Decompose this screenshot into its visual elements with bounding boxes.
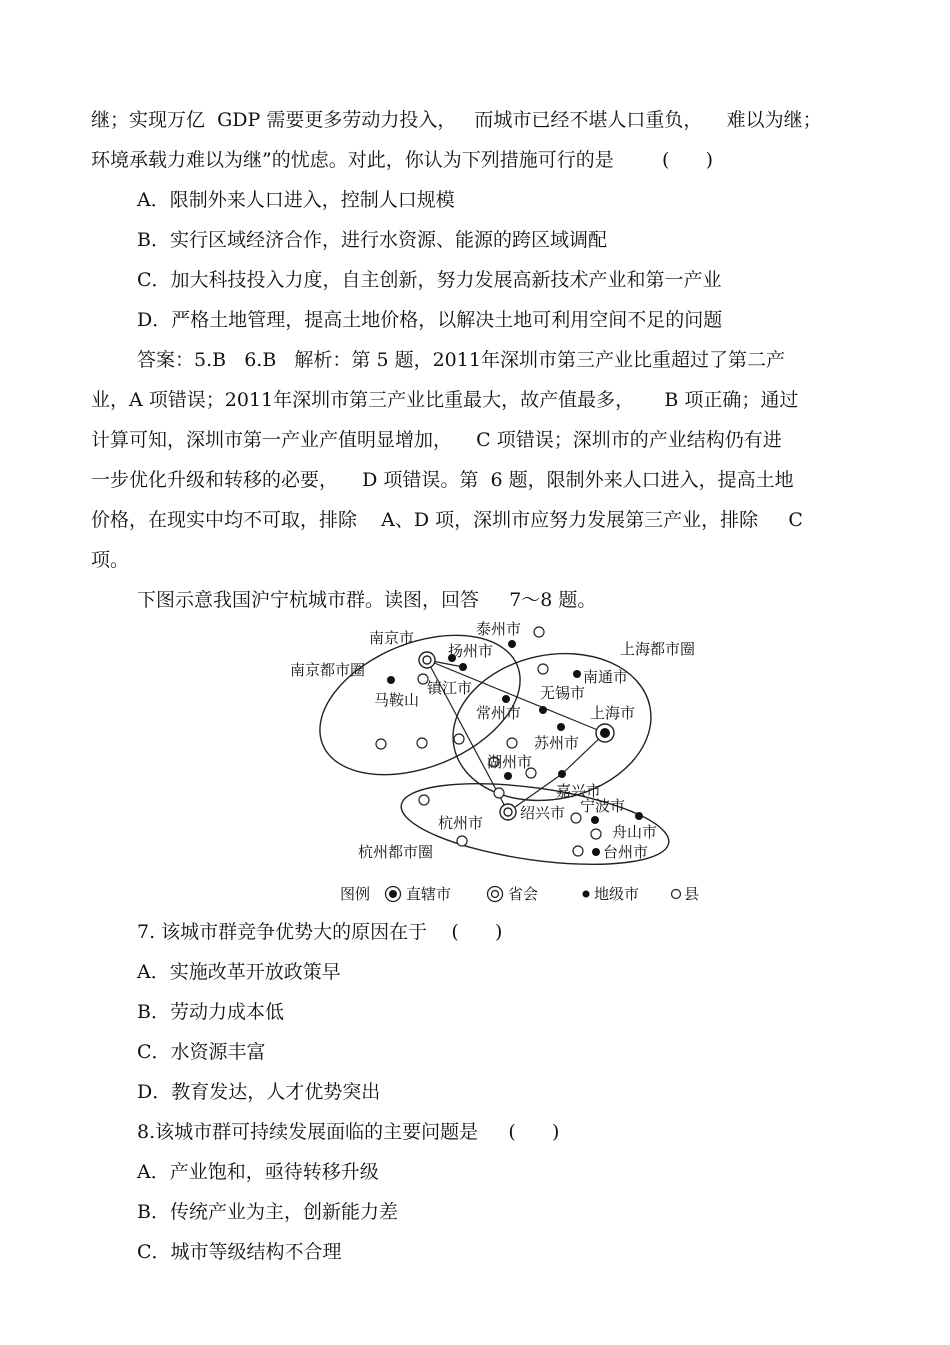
label-suzhou: 苏州市 [534, 734, 580, 752]
option-a: A．产业饱和，亟待转移升级 [137, 1161, 379, 1183]
answer-line: 价格，在现实中均不可取，排除 A、D 项，深圳市应努力发展第三产业，排除 C [91, 509, 803, 531]
option-d: D．教育发达，人才优势突出 [137, 1081, 381, 1103]
option-b: B．劳动力成本低 [137, 1001, 284, 1023]
municipality-marker [596, 724, 614, 742]
answer-line: 计算可知，深圳市第一产业产值明显增加， C 项错误；深圳市的产业结构仍有进 [91, 429, 782, 451]
option-c: C．水资源丰富 [137, 1041, 266, 1063]
option-b: B．传统产业为主，创新能力差 [137, 1201, 398, 1223]
label-maanshan: 马鞍山 [374, 691, 420, 709]
label-hangzhou-circle: 杭州都市圈 [358, 843, 434, 861]
legend-county: 县 [684, 885, 700, 903]
option-a: A．实施改革开放政策早 [137, 961, 341, 983]
label-nantong: 南通市 [583, 668, 629, 686]
label-shanghai: 上海市 [590, 704, 636, 722]
figure-intro: 下图示意我国沪宁杭城市群。读图，回答 7～8 题。 [137, 589, 597, 611]
option-a: A．限制外来人口进入，控制人口规模 [137, 189, 455, 211]
legend-county-icon [672, 890, 681, 899]
legend-title: 图例 [340, 885, 371, 903]
text-line: 继；实现万亿 GDP 需要更多劳动力投入， 而城市已经不堪人口重负， 难以为继； [91, 109, 822, 131]
label-taizhou-zj: 台州市 [603, 843, 649, 861]
label-nanjing: 南京市 [369, 629, 415, 647]
legend-prefecture: 地级市 [594, 885, 640, 903]
answer-line: 一步优化升级和转移的必要， D 项错误。第 6 题，限制外来人口进入，提高土地 [91, 469, 794, 491]
label-hangzhou: 杭州市 [438, 814, 484, 832]
answer-line: 答案：5.B 6.B 解析：第 5 题，2011年深圳市第三产业比重超过了第二产 [137, 349, 785, 371]
label-huzhou: 湖州市 [487, 753, 533, 771]
option-d: D．严格土地管理，提高土地价格，以解决土地可利用空间不足的问题 [137, 309, 723, 331]
label-zhoushan: 舟山市 [612, 823, 658, 841]
map-legend [340, 885, 699, 903]
text-line: 环境承载力难以为继”的忧虑。对此，你认为下列措施可行的是 ( ) [91, 149, 714, 171]
city-cluster-map [290, 612, 710, 908]
label-zhenjiang: 镇江市 [427, 679, 473, 697]
label-changzhou: 常州市 [476, 704, 522, 722]
answer-line: 项。 [91, 549, 130, 571]
question-7-stem: 7. 该城市群竞争优势大的原因在于 ( ) [137, 921, 503, 943]
label-taizhou: 泰州市 [476, 620, 522, 638]
legend-municipality: 直辖市 [406, 885, 452, 903]
legend-prefecture-icon [583, 891, 590, 898]
label-shaoxing: 绍兴市 [520, 804, 566, 822]
label-shanghai-circle: 上海都市圈 [620, 640, 696, 658]
label-nanjing-circle: 南京都市圈 [290, 661, 366, 679]
option-c: C．加大科技投入力度，自主创新，努力发展高新技术产业和第一产业 [137, 269, 722, 291]
legend-capital: 省会 [508, 885, 539, 903]
label-wuxi: 无锡市 [540, 684, 586, 702]
answer-line: 业，A 项错误；2011年深圳市第三产业比重最大，故产值最多， B 项正确；通过 [91, 389, 799, 411]
label-yangzhou: 扬州市 [448, 642, 494, 660]
map-svg [290, 612, 710, 908]
label-ningbo: 宁波市 [580, 797, 626, 815]
question-8-stem: 8.该城市群可持续发展面临的主要问题是 ( ) [137, 1121, 560, 1143]
option-c: C．城市等级结构不合理 [137, 1241, 342, 1263]
option-b: B．实行区域经济合作，进行水资源、能源的跨区域调配 [137, 229, 607, 251]
label-jiaxing: 嘉兴市 [556, 782, 602, 800]
